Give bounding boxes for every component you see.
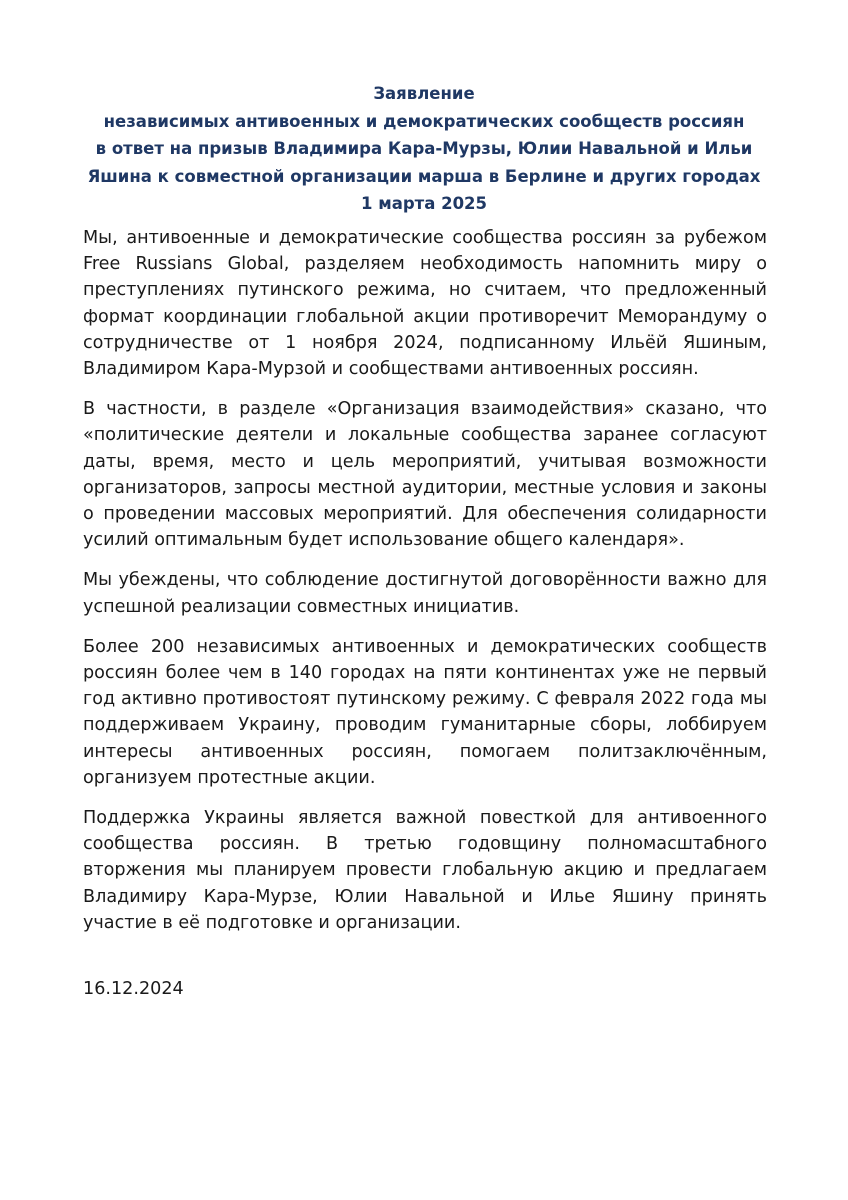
paragraph-4: Более 200 независимых антивоенных и демократических сообществ россиян более чем в 140 городах на пяти континентах уже не первый год активно противостоят путинскому режиму. С февраля 2022 года мы поддерживаем Украину, проводим гуманитарные сборы, лоббируем интересы антивоенных россиян, помогаем политзаключённым, организуем протестные акции. (83, 636, 767, 788)
paragraph-2: В частности, в разделе «Организация взаимодействия» сказано, что «политические деятели и локальные сообщества заранее согласуют даты, время, место и цель мероприятий, учитывая возможности организаторов, запросы местной аудитории, местные условия и законы о проведении массовых мероприятий. Для обеспечения солидарности усилий оптимальным будет использование общего календаря». (83, 399, 767, 551)
statement-title (60, 80, 788, 218)
statement-date: 16.12.2024 (83, 979, 184, 999)
statement-body (83, 225, 767, 950)
paragraph-5: Поддержка Украины является важной повесткой для антивоенного сообщества россиян. В третью годовщину полномасштабного вторжения мы планируем провести глобальную акцию и предлагаем Владимиру Кара-Мурзе, Юлии Навальной и Илье Яшину принять участие в её подготовке и организации. (83, 808, 767, 933)
title-line-event-date: 1 марта 2025 (360, 194, 488, 213)
paragraph-1: Мы, антивоенные и демократические сообщества россиян за рубежом Free Russians Global, разделяем необходимость напомнить миру о преступлениях путинского режима, но считаем, что предложенный формат координации глобальной акции противоречит Меморандуму о сотрудничестве от 1 ноября 2024, подписанному Ильёй Яшиным, Владимиром Кара-Мурзой и сообществами антивоенных россиян. (83, 228, 767, 380)
title-line-heading: Заявление (373, 84, 475, 103)
title-line-context-2: Яшина к совместной организации марша в Берлине и других городах (87, 166, 761, 186)
title-line-subject: независимых антивоенных и демократических сообществ россиян (103, 111, 745, 131)
title-line-context-1: в ответ на призыв Владимира Кара-Мурзы, Юлии Навальной и Ильи (95, 139, 753, 158)
paragraph-3: Мы убеждены, что соблюдение достигнутой договорённости важно для успешной реализации совместных инициатив. (83, 570, 767, 617)
